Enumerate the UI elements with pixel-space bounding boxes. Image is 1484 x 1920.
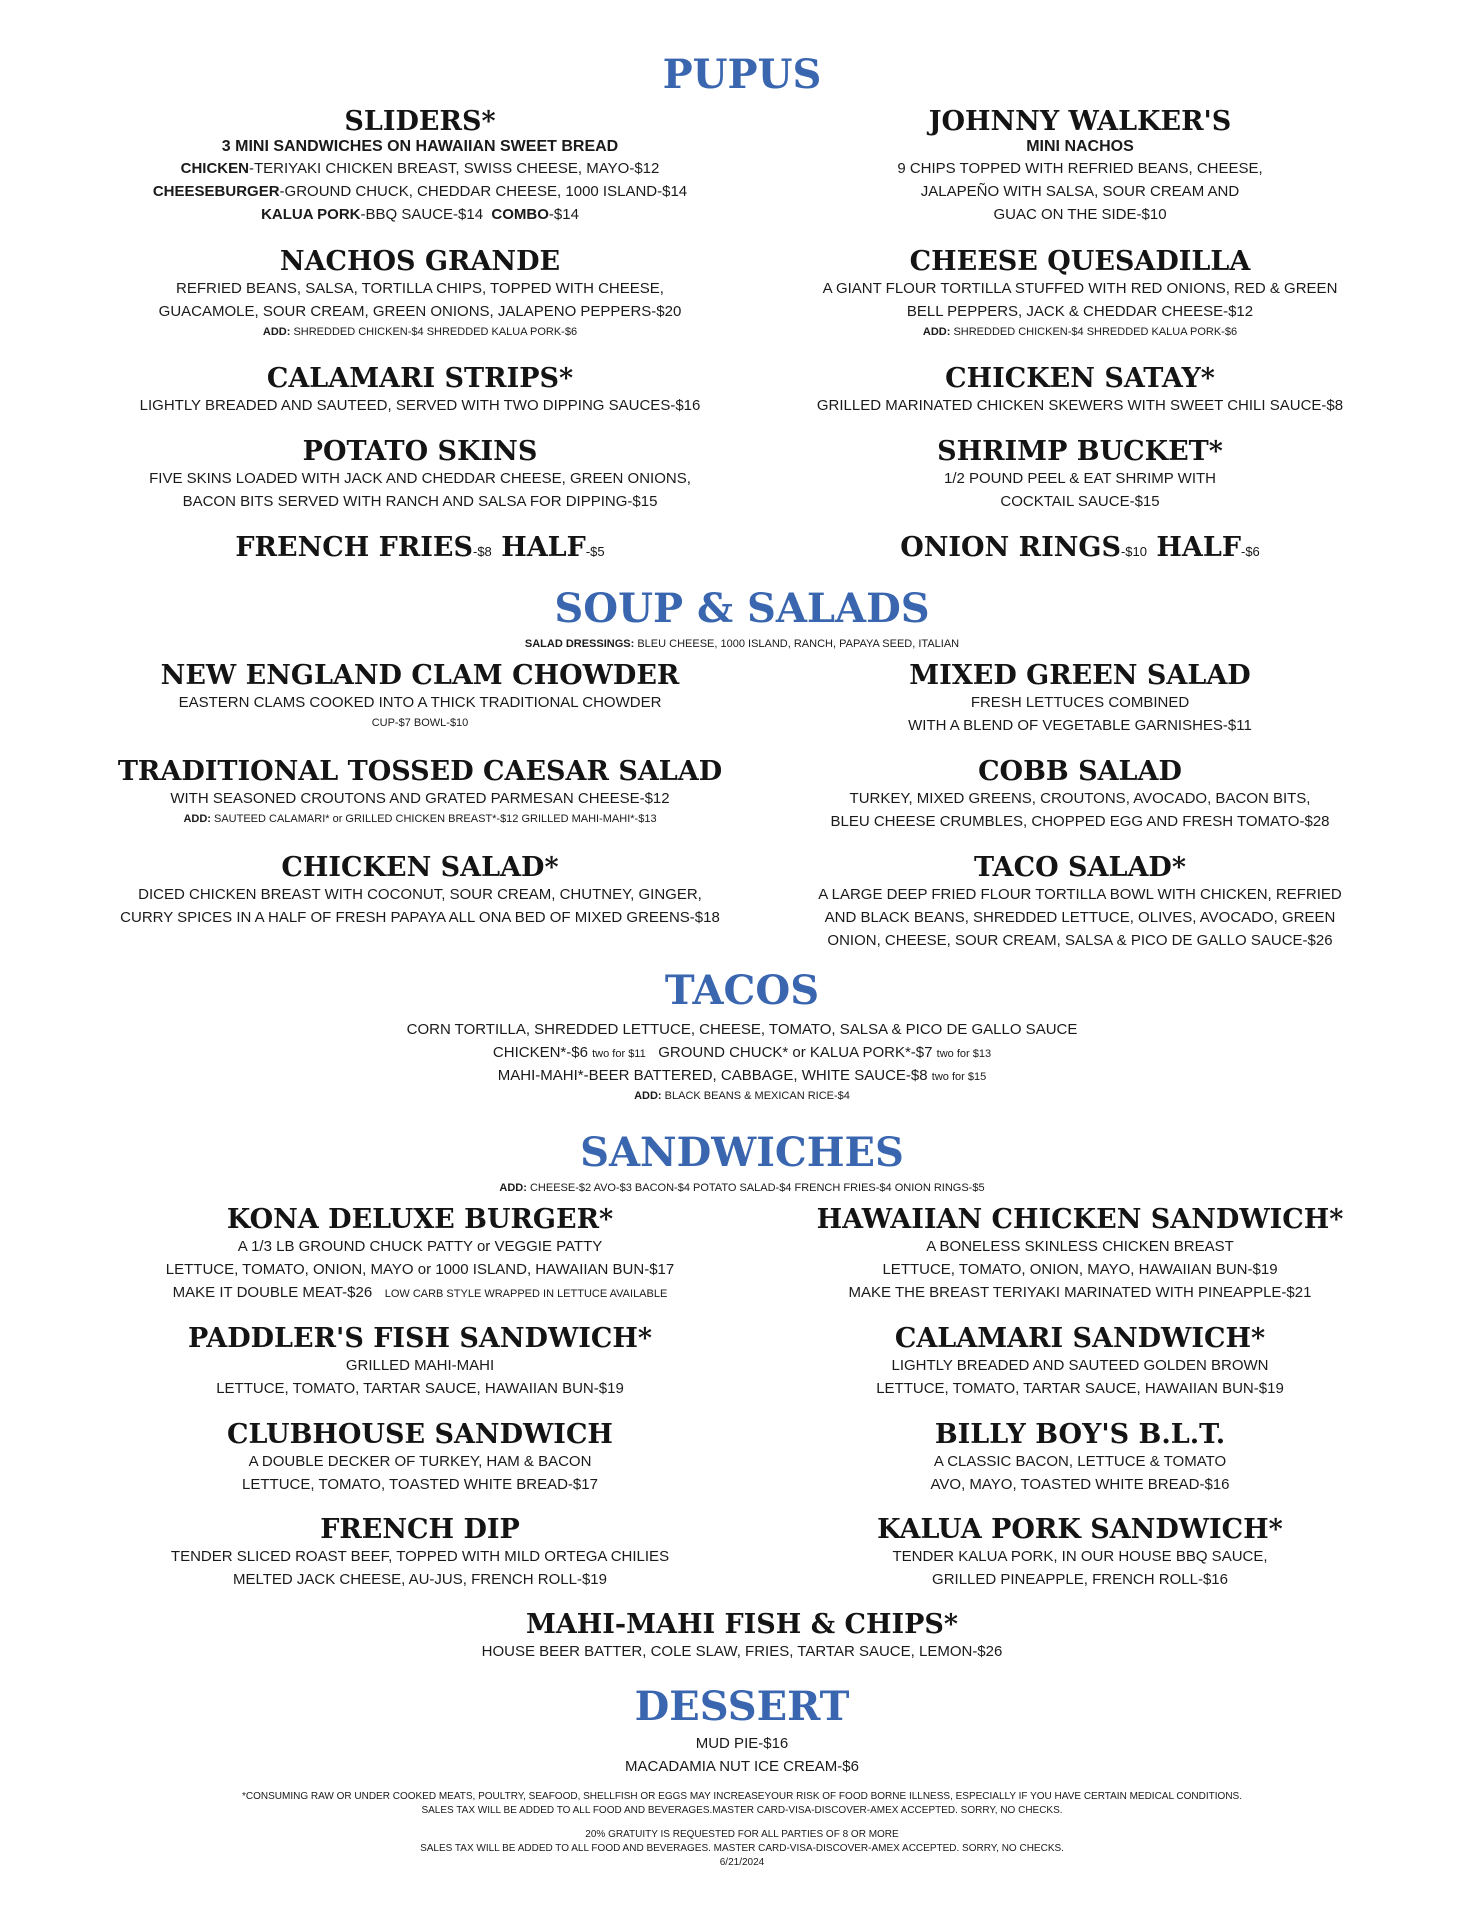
item-name: MAHI-MAHI FISH & CHIPS* [525, 1609, 959, 1640]
footer-gratuity: 20% GRATUITY IS REQUESTED FOR ALL PARTIES OF 8 OR MORE [585, 1829, 899, 1840]
item-nachos-grande [40, 246, 800, 341]
item-line: BACON BITS SERVED WITH RANCH AND SALSA FOR DIPPING-$15 [182, 493, 658, 510]
item-line: 1/2 POUND PEEL & EAT SHRIMP WITH [943, 470, 1216, 487]
item-mixed-green-salad [700, 660, 1460, 737]
item-name: BILLY BOY'S B.L.T. [934, 1419, 1226, 1450]
item-line: CORN TORTILLA, SHREDDED LETTUCE, CHEESE, TOMATO, SALSA & PICO DE GALLO SAUCE [406, 1021, 1078, 1038]
item-line: LIGHTLY BREADED AND SAUTEED GOLDEN BROWN [891, 1357, 1269, 1374]
item-line: FIVE SKINS LOADED WITH JACK AND CHEDDAR CHEESE, GREEN ONIONS, [149, 470, 691, 487]
item-paddlers-fish-sandwich [40, 1323, 800, 1400]
item-line: LETTUCE, TOMATO, TARTAR SAUCE, HAWAIIAN BUN-$19 [216, 1380, 624, 1397]
item-chicken-satay [700, 363, 1460, 417]
salad-dressings: SALAD DRESSINGS: BLEU CHEESE, 1000 ISLAND, RANCH, PAPAYA SEED, ITALIAN [524, 638, 960, 650]
item-line: HOUSE BEER BATTER, COLE SLAW, FRIES, TARTAR SAUCE, LEMON-$26 [481, 1643, 1003, 1660]
item-line: AND BLACK BEANS, SHREDDED LETTUCE, OLIVES, AVOCADO, GREEN [824, 909, 1336, 926]
item-taco-salad [700, 852, 1460, 952]
item-add-ons: ADD: SAUTEED CALAMARI* or GRILLED CHICKEN BREAST*-$12 GRILLED MAHI-MAHI*-$13 [183, 813, 657, 825]
footer-tax-note: SALES TAX WILL BE ADDED TO ALL FOOD AND BEVERAGES.MASTER CARD-VISA-DISCOVER-AMEX ACCEPTED. SORRY, NO CHECKS. [421, 1805, 1063, 1816]
item-name: FRENCH FRIES-$8 HALF-$5 [235, 532, 605, 563]
item-line: 9 CHIPS TOPPED WITH REFRIED BEANS, CHEESE, [897, 160, 1263, 177]
item-price: CUP-$7 BOWL-$10 [371, 717, 469, 729]
item-line: A LARGE DEEP FRIED FLOUR TORTILLA BOWL WITH CHICKEN, REFRIED [818, 886, 1342, 903]
item-line: COCKTAIL SAUCE-$15 [1000, 493, 1160, 510]
item-name: TACO SALAD* [974, 852, 1186, 883]
item-cheese-quesadilla [700, 246, 1460, 341]
item-name: CHEESE QUESADILLA [909, 246, 1251, 277]
item-line: EASTERN CLAMS COOKED INTO A THICK TRADITIONAL CHOWDER [178, 694, 662, 711]
item-chicken-salad [40, 852, 800, 929]
item-line: CURRY SPICES IN A HALF OF FRESH PAPAYA ALL ONA BED OF MIXED GREENS-$18 [120, 909, 720, 926]
item-line: GUACAMOLE, SOUR CREAM, GREEN ONIONS, JALAPENO PEPPERS-$20 [158, 303, 682, 320]
item-name: NEW ENGLAND CLAM CHOWDER [160, 660, 680, 691]
item-mahi-mahi-fish-chips [242, 1609, 1242, 1663]
item-line: A 1/3 LB GROUND CHUCK PATTY or VEGGIE PATTY [237, 1238, 603, 1255]
section-title-sandwiches: SANDWICHES [580, 1129, 904, 1176]
item-name: SHRIMP BUCKET* [937, 436, 1223, 467]
item-add-ons: ADD: SHREDDED CHICKEN-$4 SHREDDED KALUA PORK-$6 [262, 326, 578, 338]
item-name: CALAMARI SANDWICH* [894, 1323, 1266, 1354]
item-line: LETTUCE, TOMATO, ONION, MAYO, HAWAIIAN BUN-$19 [882, 1261, 1278, 1278]
item-calamari-strips [40, 363, 800, 417]
item-onion-rings [700, 532, 1460, 567]
item-name: MIXED GREEN SALAD [909, 660, 1251, 691]
section-title-dessert: DESSERT [634, 1683, 850, 1730]
footer-date: 6/21/2024 [719, 1857, 765, 1868]
item-tacos [242, 1018, 1242, 1105]
item-subtitle: MINI NACHOS [1026, 138, 1134, 155]
item-name: PADDLER'S FISH SANDWICH* [187, 1323, 653, 1354]
item-line: MUD PIE-$16 [695, 1735, 789, 1752]
item-line: CHICKEN*-$6 two for $11 GROUND CHUCK* or KALUA PORK*-$7 two for $13 [492, 1044, 992, 1061]
item-name: TRADITIONAL TOSSED CAESAR SALAD [117, 756, 723, 787]
item-line: LETTUCE, TOMATO, ONION, MAYO or 1000 ISLAND, HAWAIIAN BUN-$17 [165, 1261, 675, 1278]
item-cobb-salad [700, 756, 1460, 833]
item-name: CHICKEN SATAY* [945, 363, 1215, 394]
item-caesar-salad [40, 756, 800, 828]
item-name: FRENCH DIP [320, 1514, 520, 1545]
item-name: SLIDERS* [344, 106, 496, 137]
item-line: LIGHTLY BREADED AND SAUTEED, SERVED WITH TWO DIPPING SAUCES-$16 [139, 397, 701, 414]
item-line: A CLASSIC BACON, LETTUCE & TOMATO [933, 1453, 1227, 1470]
item-line: BLEU CHEESE CRUMBLES, CHOPPED EGG AND FRESH TOMATO-$28 [830, 813, 1330, 830]
item-name: ONION RINGS-$10 HALF-$6 [900, 532, 1260, 563]
item-line: REFRIED BEANS, SALSA, TORTILLA CHIPS, TOPPED WITH CHEESE, [176, 280, 664, 297]
item-line: BELL PEPPERS, JACK & CHEDDAR CHEESE-$12 [906, 303, 1254, 320]
item-dessert [242, 1732, 1242, 1778]
item-line: A DOUBLE DECKER OF TURKEY, HAM & BACON [248, 1453, 592, 1470]
item-line: CHEESEBURGER-GROUND CHUCK, CHEDDAR CHEESE, 1000 ISLAND-$14 [152, 183, 688, 200]
item-line: GRILLED MAHI-MAHI [345, 1357, 495, 1374]
item-line: FRESH LETTUCES COMBINED [970, 694, 1190, 711]
item-shrimp-bucket [700, 436, 1460, 513]
item-line: GRILLED MARINATED CHICKEN SKEWERS WITH SWEET CHILI SAUCE-$8 [816, 397, 1344, 414]
section-title-soup-salads: SOUP & SALADS [554, 585, 930, 632]
item-line: WITH A BLEND OF VEGETABLE GARNISHES-$11 [908, 717, 1252, 734]
item-name: KALUA PORK SANDWICH* [877, 1514, 1283, 1545]
item-subtitle: 3 MINI SANDWICHES ON HAWAIIAN SWEET BREAD [221, 138, 619, 155]
item-name: CHICKEN SALAD* [281, 852, 559, 883]
item-line: GUAC ON THE SIDE-$10 [993, 206, 1167, 223]
item-name: JOHNNY WALKER'S [928, 106, 1232, 137]
item-line: MAKE IT DOUBLE MEAT-$26 LOW CARB STYLE WRAPPED IN LETTUCE AVAILABLE [172, 1284, 668, 1301]
item-line: MELTED JACK CHEESE, AU-JUS, FRENCH ROLL-$19 [233, 1571, 607, 1588]
sandwich-add-ons: ADD: CHEESE-$2 AVO-$3 BACON-$4 POTATO SALAD-$4 FRENCH FRIES-$4 ONION RINGS-$5 [499, 1182, 985, 1194]
item-line: CHICKEN-TERIYAKI CHICKEN BREAST, SWISS CHEESE, MAYO-$12 [180, 160, 660, 177]
item-clubhouse-sandwich [40, 1419, 800, 1496]
item-name: POTATO SKINS [302, 436, 538, 467]
item-add-ons: ADD: BLACK BEANS & MEXICAN RICE-$4 [634, 1090, 850, 1102]
item-line: A GIANT FLOUR TORTILLA STUFFED WITH RED ONIONS, RED & GREEN [822, 280, 1338, 297]
section-title-tacos: TACOS [664, 967, 820, 1014]
item-name: NACHOS GRANDE [279, 246, 561, 277]
item-line: TENDER SLICED ROAST BEEF, TOPPED WITH MILD ORTEGA CHILIES [170, 1548, 670, 1565]
item-name: KONA DELUXE BURGER* [226, 1204, 614, 1235]
item-line: JALAPEÑO WITH SALSA, SOUR CREAM AND [920, 183, 1240, 200]
item-french-dip [40, 1514, 800, 1591]
item-hawaiian-chicken-sandwich [700, 1204, 1460, 1304]
item-kona-deluxe-burger [40, 1204, 800, 1304]
item-line: DICED CHICKEN BREAST WITH COCONUT, SOUR CREAM, CHUTNEY, GINGER, [138, 886, 702, 903]
item-clam-chowder [40, 660, 800, 732]
item-name: CLUBHOUSE SANDWICH [227, 1419, 613, 1450]
item-line: WITH SEASONED CROUTONS AND GRATED PARMESAN CHEESE-$12 [170, 790, 670, 807]
item-name: COBB SALAD [978, 756, 1182, 787]
footer-tax-note-2: SALES TAX WILL BE ADDED TO ALL FOOD AND BEVERAGES. MASTER CARD-VISA-DISCOVER-AMEX ACCEPTED. SORRY, NO CHECKS. [420, 1843, 1064, 1854]
item-line: TURKEY, MIXED GREENS, CROUTONS, AVOCADO, BACON BITS, [849, 790, 1311, 807]
item-line: ONION, CHEESE, SOUR CREAM, SALSA & PICO DE GALLO SAUCE-$26 [827, 932, 1333, 949]
item-line: AVO, MAYO, TOASTED WHITE BREAD-$16 [930, 1476, 1230, 1493]
item-line: KALUA PORK-BBQ SAUCE-$14 COMBO-$14 [261, 206, 579, 223]
item-line: GRILLED PINEAPPLE, FRENCH ROLL-$16 [932, 1571, 1228, 1588]
section-title-pupus: PUPUS [662, 51, 822, 98]
item-line: MACADAMIA NUT ICE CREAM-$6 [625, 1758, 859, 1775]
item-potato-skins [40, 436, 800, 513]
item-line: LETTUCE, TOMATO, TARTAR SAUCE, HAWAIIAN BUN-$19 [876, 1380, 1284, 1397]
item-line: LETTUCE, TOMATO, TOASTED WHITE BREAD-$17 [242, 1476, 598, 1493]
item-johnny-walkers [700, 106, 1460, 226]
item-line: TENDER KALUA PORK, IN OUR HOUSE BBQ SAUCE, [892, 1548, 1268, 1565]
item-calamari-sandwich [700, 1323, 1460, 1400]
item-line: MAHI-MAHI*-BEER BATTERED, CABBAGE, WHITE SAUCE-$8 two for $15 [497, 1067, 987, 1084]
item-name: HAWAIIAN CHICKEN SANDWICH* [816, 1204, 1344, 1235]
item-kalua-pork-sandwich [700, 1514, 1460, 1591]
item-line: MAKE THE BREAST TERIYAKI MARINATED WITH PINEAPPLE-$21 [848, 1284, 1312, 1301]
item-sliders [40, 106, 800, 226]
item-french-fries [40, 532, 800, 567]
item-name: CALAMARI STRIPS* [266, 363, 574, 394]
item-billy-boys-blt [700, 1419, 1460, 1496]
item-line: A BONELESS SKINLESS CHICKEN BREAST [926, 1238, 1234, 1255]
footer-disclaimer: *CONSUMING RAW OR UNDER COOKED MEATS, POULTRY, SEAFOOD, SHELLFISH OR EGGS MAY INCREASEYOUR RISK OF FOOD BORNE ILLNESS, ESPECIALLY IF YOU HAVE CERTAIN MEDICAL CONDITIONS. [241, 1791, 1242, 1802]
item-add-ons: ADD: SHREDDED CHICKEN-$4 SHREDDED KALUA PORK-$6 [922, 326, 1238, 338]
